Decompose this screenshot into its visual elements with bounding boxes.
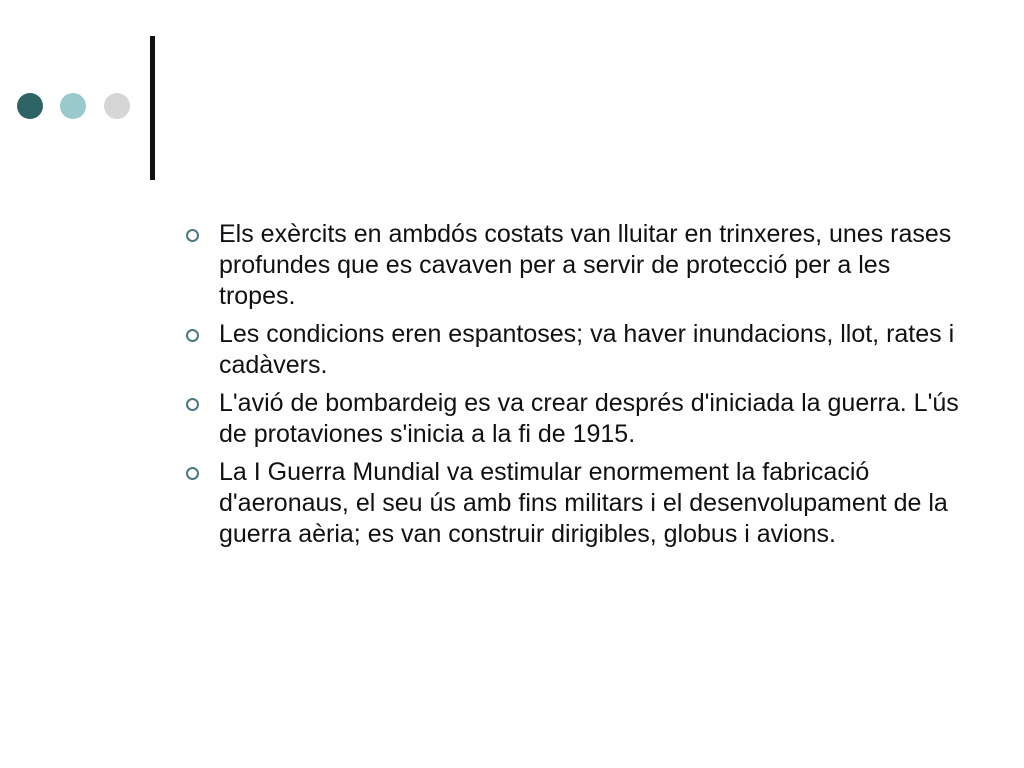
bullet-list xyxy=(182,219,972,557)
bullet-item-bomber xyxy=(182,388,972,450)
decorative-dot-dark xyxy=(17,93,43,119)
bullet-item-aircraft xyxy=(182,457,972,550)
bullet-item-conditions xyxy=(182,319,972,381)
bullet-text: Les condicions eren espantoses; va haver inundacions, llot, rates i cadàvers. xyxy=(219,320,955,379)
vertical-rule xyxy=(150,36,155,180)
bullet-text: Els exèrcits en ambdós costats van lluitar en trinxeres, unes rases profundes que es cavaven per a servir de protecció per a les tropes. xyxy=(219,220,952,310)
bullet-text: La I Guerra Mundial va estimular enormement la fabricació d'aeronaus, el seu ús amb fins militars i el desenvolupament de la guerra aèria; es van construir dirigibles, globus i avions. xyxy=(219,458,948,548)
ring-bullet-icon xyxy=(186,467,199,480)
ring-bullet-icon xyxy=(186,329,199,342)
ring-bullet-icon xyxy=(186,229,199,242)
decorative-dot-gray xyxy=(104,93,130,119)
decorative-dot-teal xyxy=(60,93,86,119)
bullet-item-trenches xyxy=(182,219,972,312)
bullet-text: L'avió de bombardeig es va crear després d'iniciada la guerra. L'ús de protaviones s'inicia a la fi de 1915. xyxy=(219,389,959,448)
ring-bullet-icon xyxy=(186,398,199,411)
